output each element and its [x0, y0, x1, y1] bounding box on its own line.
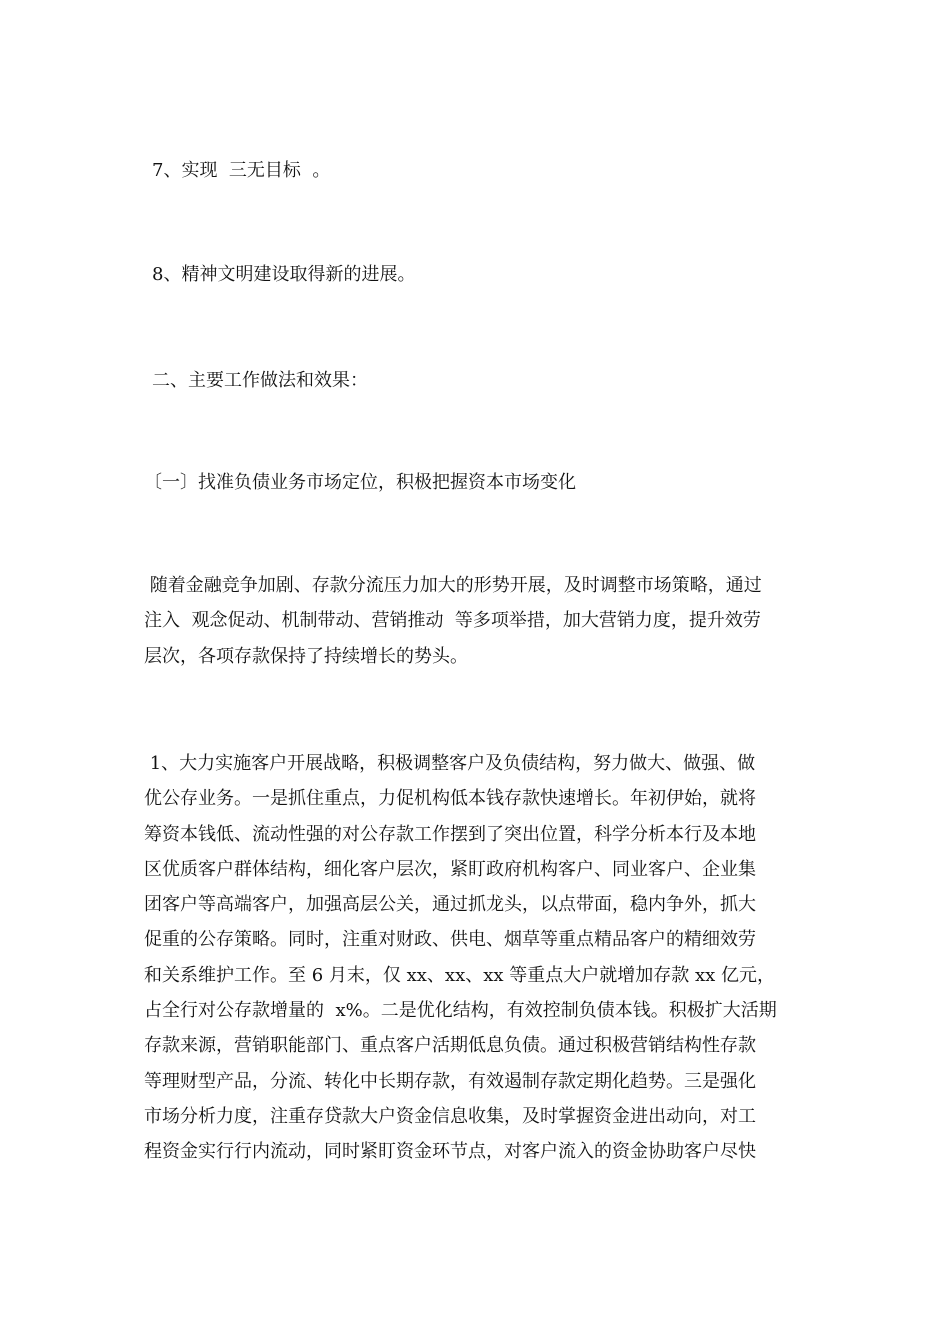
paragraph-item-1	[144, 746, 804, 1170]
paragraph-line: 区优质客户群体结构，细化客户层次，紧盯政府机构客户、同业客户、企业集	[144, 858, 756, 880]
paragraph-line: 市场分析力度，注重存贷款大户资金信息收集，及时掌握资金进出动向，对工	[144, 1105, 756, 1127]
paragraph-line: 1、大力实施客户开展战略，积极调整客户及负债结构，努力做大、做强、做	[144, 753, 756, 774]
paragraph-line: 筹资本钱低、流动性强的对公存款工作摆到了突出位置，科学分析本行及本地	[144, 823, 756, 845]
paragraph-line: 存款来源，营销职能部门、重点客户活期低息负债。通过积极营销结构性存款	[144, 1035, 756, 1057]
paragraph-intro	[144, 568, 804, 674]
paragraph-line: 注入 观念促动、机制带动、营销推动 等多项举措，加大营销力度，提升效劳	[144, 610, 761, 632]
paragraph-line: 占全行对公存款增量的 x%。二是优化结构，有效控制负债本钱。积极扩大活期	[144, 1000, 777, 1022]
paragraph-line: 等理财型产品，分流、转化中长期存款，有效遏制存款定期化趋势。三是强化	[144, 1070, 756, 1092]
section-heading: 二、主要工作做法和效果：	[152, 370, 368, 391]
paragraph-line: 程资金实行行内流动，同时紧盯资金环节点，对客户流入的资金协助客户尽快	[144, 1141, 756, 1163]
subsection-heading: 〔一〕找准负债业务市场定位，积极把握资本市场变化	[144, 472, 576, 493]
paragraph-line: 促重的公存策略。同时，注重对财政、供电、烟草等重点精品客户的精细效劳	[144, 929, 756, 951]
list-item-7: 7、实现 三无目标 。	[152, 160, 331, 181]
paragraph-line: 随着金融竞争加剧、存款分流压力加大的形势开展，及时调整市场策略，通过	[144, 575, 762, 596]
list-item-8: 8、精神文明建设取得新的进展。	[152, 264, 416, 285]
paragraph-line: 层次，各项存款保持了持续增长的势头。	[144, 645, 468, 667]
paragraph-line: 团客户等高端客户，加强高层公关，通过抓龙头，以点带面，稳内争外，抓大	[144, 894, 756, 916]
paragraph-line: 和关系维护工作。至 6 月末，仅 xx、xx、xx 等重点大户就增加存款 xx 亿元，	[144, 964, 775, 986]
paragraph-line: 优公存业务。一是抓住重点，力促机构低本钱存款快速增长。年初伊始，就将	[144, 788, 756, 810]
